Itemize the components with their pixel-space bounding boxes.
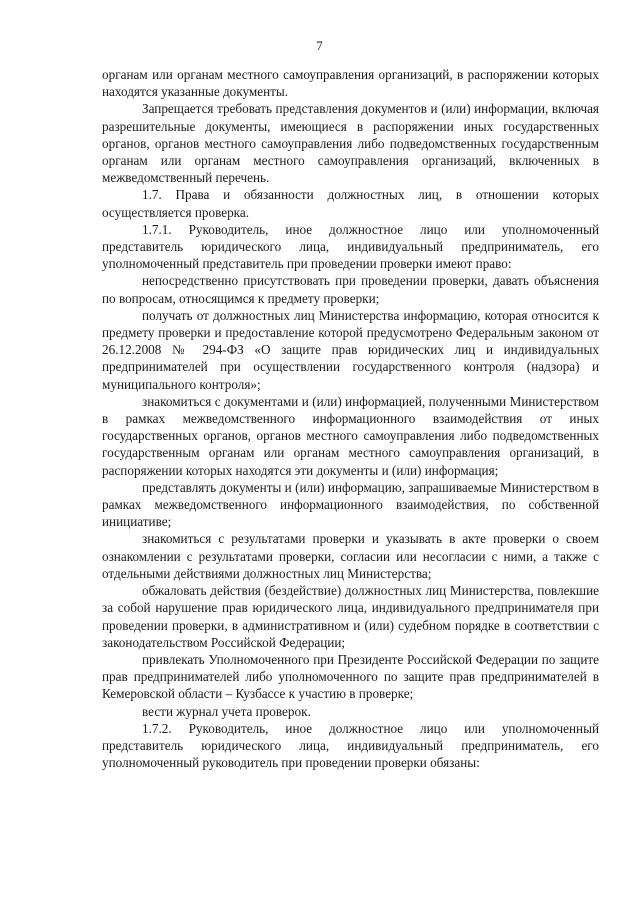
list-item: вести журнал учета проверок. [142, 703, 311, 719]
section-heading: 1.7. Права и обязанности должностных лиц, в отношении которых осуществляется проверка. [102, 187, 599, 220]
paragraph: 1.7.2. Руководитель, иное должностное лицо или уполномоченный представитель юридического лица, индивидуальный предприниматель, его уполномоченный руководитель при проведении проверки обязаны: [102, 720, 599, 771]
paragraph: 1.7.1. Руководитель, иное должностное лицо или уполномоченный представитель юридического лица, индивидуальный предприниматель, его уполномоченный представитель при проведении проверки имеют право: [102, 221, 599, 272]
list-item: представлять документы и (или) информацию, запрашиваемые Министерством в рамках межведомственного информационного взаимодействия, по собственной инициативе; [102, 479, 599, 530]
list-item: привлекать Уполномоченного при Президенте Российской Федерации по защите прав предпринимателей либо уполномоченного по защите прав предпринимателей в Кемеровской области – Кузбассе к участию в проверке; [102, 651, 599, 702]
list-item: обжаловать действия (бездействие) должностных лиц Министерства, повлекшие за собой нарушение прав юридического лица, индивидуального предпринимателя при проведении проверки, в административном и (или) судебном порядке в соответствии с законодательством Российской Федерации; [102, 583, 599, 650]
list-item: получать от должностных лиц Министерства информацию, которая относится к предмету проверки и предоставление которой предусмотрено Федеральным законом от 26.12.2008 № 294-ФЗ «О защите прав юридических лиц и индивидуальных предпринимателей при осуществлении государственного контроля (надзора) и муниципального контроля»; [102, 307, 599, 392]
page-number: 7 [316, 38, 323, 53]
list-item: непосредственно присутствовать при проведении проверки, давать объяснения по вопросам, относящимся к предмету проверки; [102, 273, 599, 306]
paragraph: органам или органам местного самоуправления организаций, в распоряжении которых находятся указанные документы. [102, 67, 599, 100]
list-item: знакомиться с документами и (или) информацией, полученными Министерством в рамках межведомственного информационного взаимодействия от иных государственных органов, органов местного самоуправления либо подведомственных государственным органам или органам местного самоуправления организаций, в распоряжении которых находятся эти документы и (или) информация; [102, 393, 599, 478]
document-body [102, 66, 599, 771]
paragraph: Запрещается требовать представления документов и (или) информации, включая разрешительные документы, имеющиеся в распоряжении иных государственных органов, органов местного самоуправления либо подведомственных государственным органам или органам местного самоуправления организаций, включенных в межведомственный перечень. [102, 101, 599, 186]
list-item: знакомиться с результатами проверки и указывать в акте проверки о своем ознакомлении с результатами проверки, согласии или несогласии с ними, а также с отдельными действиями должностных лиц Министерства; [102, 531, 599, 581]
